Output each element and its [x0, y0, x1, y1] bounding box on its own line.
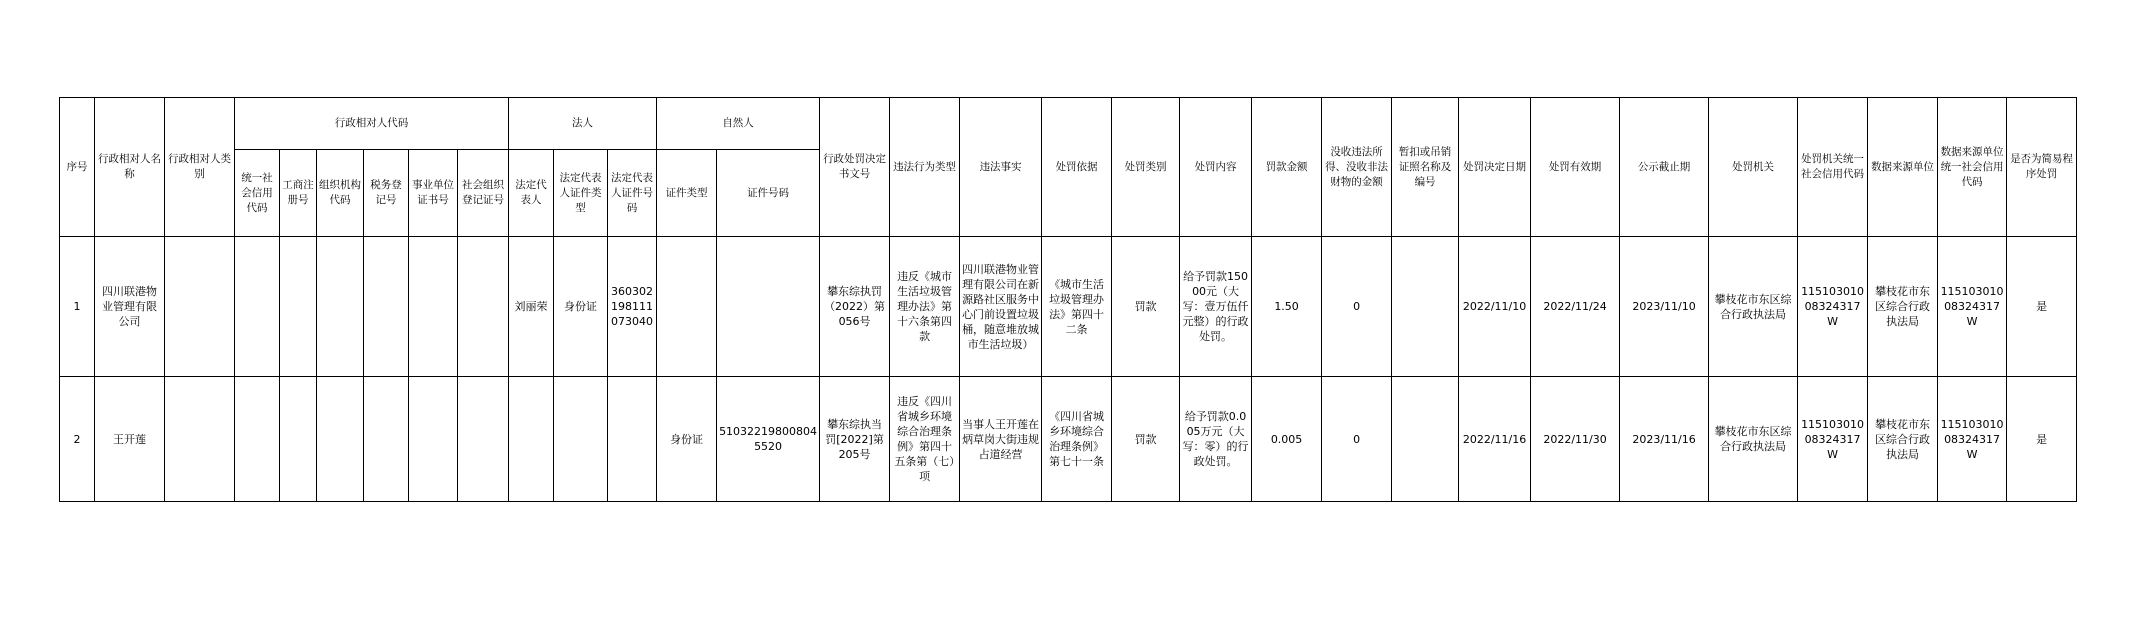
cell-authority: 攀枝花市东区综合行政执法局 — [1709, 237, 1798, 377]
cell-violation-type: 违反《城市生活垃圾管理办法》第十六条第四款 — [890, 237, 960, 377]
cell-fine: 1.50 — [1252, 237, 1322, 377]
cell-license — [1392, 237, 1459, 377]
header-legal-id-type: 法定代表人证件类型 — [554, 150, 608, 237]
cell-authority-code: 11510301008324317W — [1798, 237, 1868, 377]
cell-source-code: 11510301008324317W — [1938, 377, 2007, 502]
header-fine: 罚款金额 — [1252, 98, 1322, 237]
cell-category — [165, 237, 235, 377]
cell-facts: 四川联港物业管理有限公司在新源路社区服务中心门前设置垃圾桶，随意堆放城市生活垃圾） — [960, 237, 1042, 377]
header-seq: 序号 — [60, 98, 95, 237]
cell-doc-no: 攀东综执罚（2022）第056号 — [820, 237, 890, 377]
cell-category — [165, 377, 235, 502]
cell-doc-no: 攀东综执当罚[2022]第205号 — [820, 377, 890, 502]
header-id-no: 证件号码 — [717, 150, 820, 237]
header-publish-end: 公示截止期 — [1620, 98, 1709, 237]
cell-credit-code — [235, 377, 280, 502]
header-code-group: 行政相对人代码 — [235, 98, 509, 150]
header-category: 行政相对人类别 — [165, 98, 235, 237]
cell-facts: 当事人王开莲在炳草岗大街违规占道经营 — [960, 377, 1042, 502]
cell-credit-code — [235, 237, 280, 377]
cell-confiscated: 0 — [1322, 237, 1392, 377]
cell-basis: 《四川省城乡环境综合治理条例》第七十一条 — [1042, 377, 1112, 502]
cell-id-no: 510322198008045520 — [717, 377, 820, 502]
cell-fine: 0.005 — [1252, 377, 1322, 502]
cell-legal-id-no: 360302198111073040 — [608, 237, 657, 377]
header-confiscated: 没收违法所得、没收非法财物的金额 — [1322, 98, 1392, 237]
cell-legal-rep: 刘丽荣 — [509, 237, 554, 377]
header-authority: 处罚机关 — [1709, 98, 1798, 237]
cell-valid-date: 2022/11/30 — [1531, 377, 1620, 502]
header-credit-code: 统一社会信用代码 — [235, 150, 280, 237]
cell-tax-reg — [364, 237, 409, 377]
header-legal-id-no: 法定代表人证件号码 — [608, 150, 657, 237]
header-penalty-type: 处罚类别 — [1112, 98, 1180, 237]
header-source-code: 数据来源单位统一社会信用代码 — [1938, 98, 2007, 237]
cell-content: 给予罚款15000元（大写：壹万伍仟元整）的行政处罚。 — [1180, 237, 1252, 377]
cell-license — [1392, 377, 1459, 502]
cell-penalty-type: 罚款 — [1112, 377, 1180, 502]
cell-social-org — [458, 237, 509, 377]
cell-id-type: 身份证 — [657, 377, 717, 502]
header-decision-date: 处罚决定日期 — [1459, 98, 1531, 237]
header-source: 数据来源单位 — [1868, 98, 1938, 237]
cell-simple: 是 — [2007, 237, 2077, 377]
cell-confiscated: 0 — [1322, 377, 1392, 502]
header-org-code: 组织机构代码 — [317, 150, 364, 237]
cell-inst-cert — [409, 237, 458, 377]
cell-authority-code: 11510301008324317W — [1798, 377, 1868, 502]
header-authority-code: 处罚机关统一社会信用代码 — [1798, 98, 1868, 237]
cell-decision-date: 2022/11/16 — [1459, 377, 1531, 502]
cell-legal-id-type: 身份证 — [554, 237, 608, 377]
header-social-org: 社会组织登记证号 — [458, 150, 509, 237]
cell-source: 攀枝花市东区综合行政执法局 — [1868, 237, 1938, 377]
cell-org-code — [317, 237, 364, 377]
cell-social-org — [458, 377, 509, 502]
table-row — [60, 377, 2146, 502]
header-simple: 是否为简易程序处罚 — [2007, 98, 2077, 237]
cell-violation-type: 违反《四川省城乡环境综合治理条例》第四十五条第（七）项 — [890, 377, 960, 502]
cell-penalty-type: 罚款 — [1112, 237, 1180, 377]
header-license: 暂扣或吊销证照名称及编号 — [1392, 98, 1459, 237]
header-inst-cert: 事业单位证书号 — [409, 150, 458, 237]
cell-simple: 是 — [2007, 377, 2077, 502]
cell-legal-id-type — [554, 377, 608, 502]
header-violation-type: 违法行为类型 — [890, 98, 960, 237]
cell-name: 四川联港物业管理有限公司 — [95, 237, 165, 377]
header-natural-group: 自然人 — [657, 98, 820, 150]
cell-inst-cert — [409, 377, 458, 502]
cell-tax-reg — [364, 377, 409, 502]
cell-source-code: 11510301008324317W — [1938, 237, 2007, 377]
cell-seq: 1 — [60, 237, 95, 377]
header-tax-reg: 税务登记号 — [364, 150, 409, 237]
cell-valid-date: 2022/11/24 — [1531, 237, 1620, 377]
header-id-type: 证件类型 — [657, 150, 717, 237]
header-content: 处罚内容 — [1180, 98, 1252, 237]
header-legal-rep: 法定代表人 — [509, 150, 554, 237]
cell-org-code — [317, 377, 364, 502]
penalty-table — [59, 97, 2146, 502]
cell-publish-end: 2023/11/10 — [1620, 237, 1709, 377]
header-row-1 — [60, 98, 2146, 150]
cell-id-no — [717, 237, 820, 377]
cell-decision-date: 2022/11/10 — [1459, 237, 1531, 377]
cell-content: 给予罚款0.005万元（大写：零）的行政处罚。 — [1180, 377, 1252, 502]
cell-seq: 2 — [60, 377, 95, 502]
header-valid-date: 处罚有效期 — [1531, 98, 1620, 237]
table-row — [60, 237, 2146, 377]
header-doc-no: 行政处罚决定书文号 — [820, 98, 890, 237]
cell-id-type — [657, 237, 717, 377]
header-biz-reg: 工商注册号 — [280, 150, 317, 237]
cell-source: 攀枝花市东区综合行政执法局 — [1868, 377, 1938, 502]
cell-name: 王开莲 — [95, 377, 165, 502]
header-facts: 违法事实 — [960, 98, 1042, 237]
cell-legal-id-no — [608, 377, 657, 502]
cell-legal-rep — [509, 377, 554, 502]
header-name: 行政相对人名称 — [95, 98, 165, 237]
header-legal-group: 法人 — [509, 98, 657, 150]
cell-authority: 攀枝花市东区综合行政执法局 — [1709, 377, 1798, 502]
cell-biz-reg — [280, 237, 317, 377]
header-basis: 处罚依据 — [1042, 98, 1112, 237]
cell-publish-end: 2023/11/16 — [1620, 377, 1709, 502]
cell-biz-reg — [280, 377, 317, 502]
cell-basis: 《城市生活垃圾管理办法》第四十二条 — [1042, 237, 1112, 377]
